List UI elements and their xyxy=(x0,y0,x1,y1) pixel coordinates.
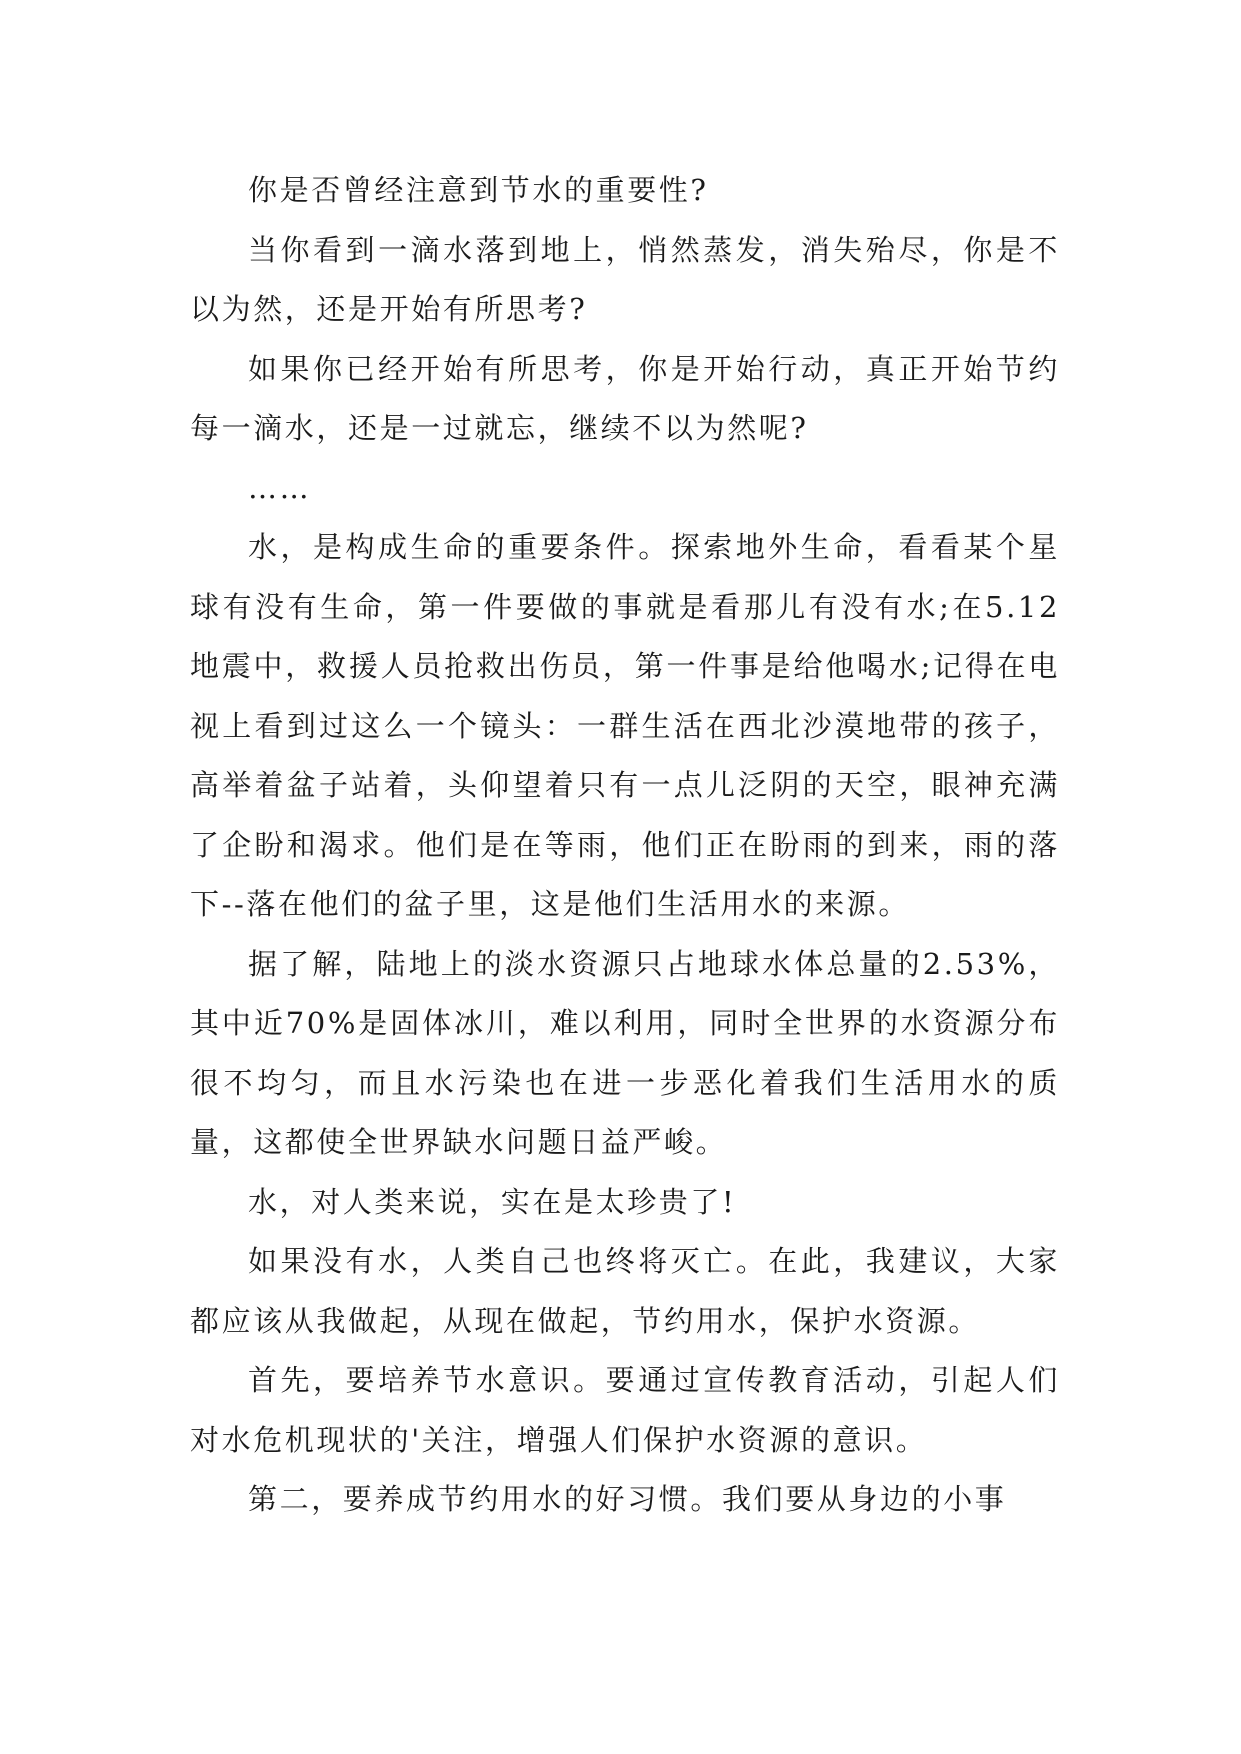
paragraph: 你是否曾经注意到节水的重要性? xyxy=(248,173,709,207)
document-body xyxy=(190,161,1060,1530)
paragraph-ellipsis: …… xyxy=(248,470,312,505)
paragraph: 水，对人类来说，实在是太珍贵了! xyxy=(248,1184,737,1219)
paragraph: 第二，要养成节约用水的好习惯。我们要从身边的小事 xyxy=(248,1482,1007,1516)
paragraph: 如果你已经开始有所思考，你是开始行动，真正开始节约每一滴水，还是一过就忘，继续不以为然呢? xyxy=(190,351,1060,445)
paragraph: 当你看到一滴水落到地上，悄然蒸发，消失殆尽，你是不以为然，还是开始有所思考? xyxy=(190,232,1060,326)
paragraph: 如果没有水，人类自己也终将灭亡。在此，我建议，大家都应该从我做起，从现在做起，节约用水，保护水资源。 xyxy=(190,1244,1060,1338)
paragraph: 首先，要培养节水意识。要通过宣传教育活动，引起人们对水危机现状的'关注，增强人们保护水资源的意识。 xyxy=(190,1363,1060,1457)
paragraph: 据了解，陆地上的淡水资源只占地球水体总量的2.53%，其中近70%是固体冰川，难以利用，同时全世界的水资源分布很不均匀，而且水污染也在进一步恶化着我们生活用水的质量，这都使全世界缺水问题日益严峻。 xyxy=(190,946,1060,1159)
paragraph: 水，是构成生命的重要条件。探索地外生命，看看某个星球有没有生命，第一件要做的事就是看那儿有没有水;在5.12地震中，救援人员抢救出伤员，第一件事是给他喝水;记得在电视上看到过这么一个镜头：一群生活在西北沙漠地带的孩子，高举着盆子站着，头仰望着只有一点儿泛阴的天空，眼神充满了企盼和渴求。他们是在等雨，他们正在盼雨的到来，雨的落下--落在他们的盆子里，这是他们生活用水的来源。 xyxy=(190,530,1060,921)
